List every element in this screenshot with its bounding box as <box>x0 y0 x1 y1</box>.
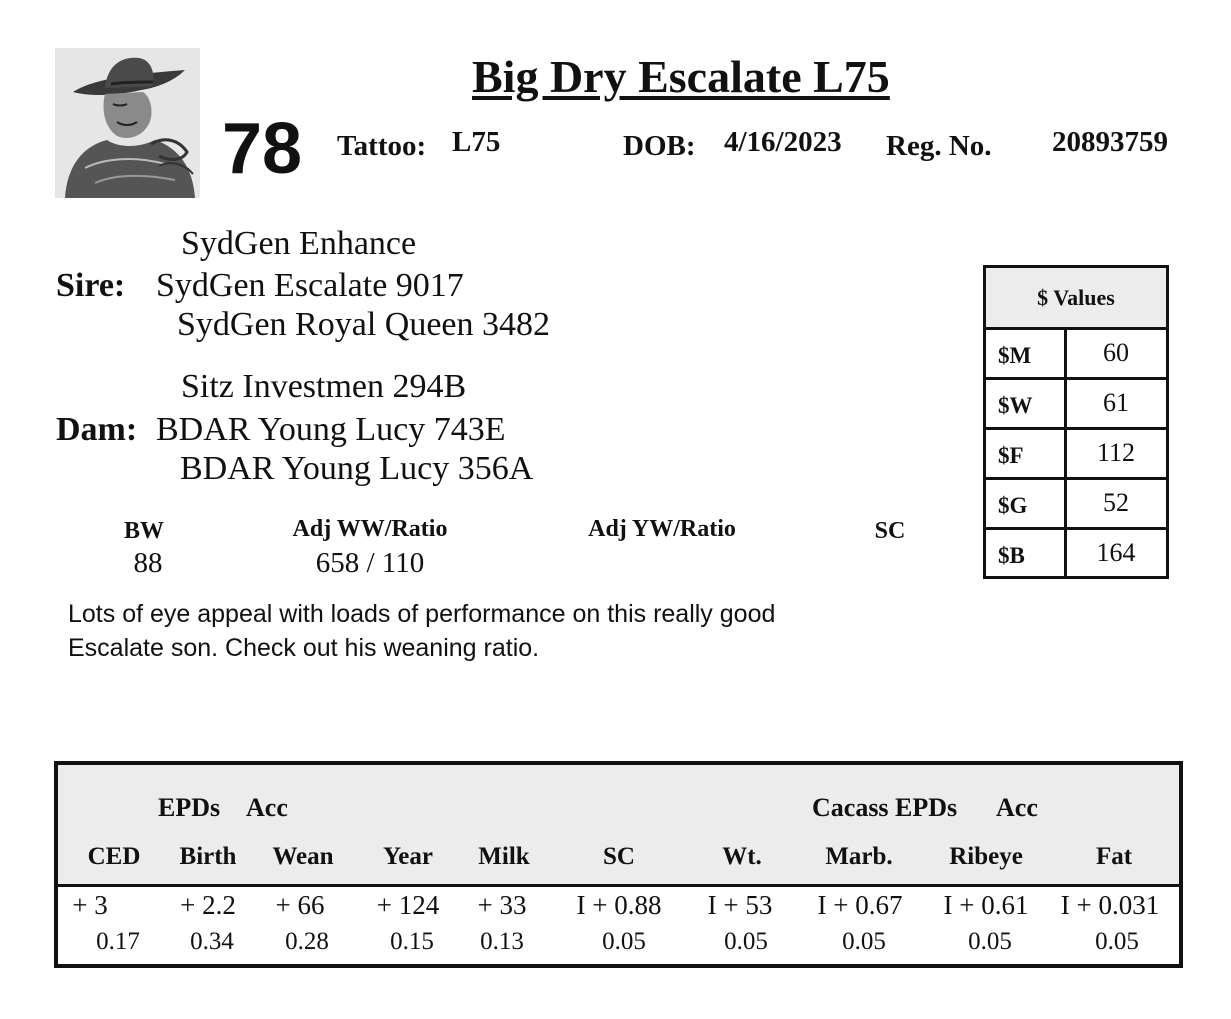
epd-col-birth: Birth <box>179 843 237 870</box>
epd-value-sc: I + 0.88 <box>576 890 662 920</box>
dollar-value-row-b <box>986 530 1166 580</box>
epd-acc-sc: 0.05 <box>602 928 646 955</box>
epd-value-ribeye: I + 0.61 <box>943 890 1029 920</box>
epd-value-year: + 124 <box>376 890 440 920</box>
dollar-value-key: $F <box>998 443 1024 468</box>
adj-yw-label: Adj YW/Ratio <box>588 516 736 542</box>
epd-acc-ced: 0.17 <box>96 928 140 955</box>
epd-acc-marb: 0.05 <box>842 928 886 955</box>
dollar-value-row-g <box>986 480 1166 530</box>
dollar-value-value: 61 <box>1103 388 1129 417</box>
dob-label: DOB: <box>623 130 696 162</box>
dollar-value-value: 60 <box>1103 338 1129 367</box>
epd-acc-wt: 0.05 <box>724 928 768 955</box>
adj-ww-label: Adj WW/Ratio <box>292 516 448 542</box>
epd-value-fat: I + 0.031 <box>1060 890 1160 920</box>
epd-value-ced: + 3 <box>72 890 108 920</box>
sire-name: SydGen Escalate 9017 <box>156 267 464 304</box>
dob-value: 4/16/2023 <box>724 126 842 158</box>
epd-col-fat: Fat <box>1095 843 1133 870</box>
epds-acc-label: Acc <box>246 793 288 822</box>
sire-sire: SydGen Enhance <box>181 225 417 262</box>
dam-sire: Sitz Investmen 294B <box>181 368 467 405</box>
dollar-value-key: $B <box>998 543 1025 568</box>
cowboy-sketch-icon <box>55 48 200 198</box>
tattoo-label: Tattoo: <box>337 130 427 162</box>
dollar-value-row-w <box>986 380 1166 430</box>
dam-label: Dam: <box>56 411 138 448</box>
epd-value-birth: + 2.2 <box>180 890 236 920</box>
epd-value-milk: + 33 <box>477 890 527 920</box>
carcass-acc-label: Acc <box>996 793 1038 822</box>
adj-ww-value: 658 / 110 <box>315 547 425 579</box>
dollar-value-row-m <box>986 330 1166 380</box>
epd-col-ced: CED <box>87 843 141 870</box>
epd-value-wt: I + 53 <box>707 890 773 920</box>
dollar-value-key: $M <box>998 343 1032 368</box>
epd-col-wt: Wt. <box>722 843 762 870</box>
epd-col-year: Year <box>383 843 433 870</box>
reg-no-label: Reg. No. <box>886 130 992 162</box>
epd-table <box>54 761 1183 968</box>
epd-acc-birth: 0.34 <box>190 928 234 955</box>
dollar-value-key: $W <box>998 393 1033 418</box>
dollar-value-row-f <box>986 430 1166 480</box>
epd-acc-fat: 0.05 <box>1095 928 1139 955</box>
dollar-value-value: 112 <box>1096 438 1136 467</box>
dollar-values-title: $ Values <box>986 268 1166 330</box>
lot-number: 78 <box>222 109 303 189</box>
bw-label: BW <box>123 518 164 544</box>
dam-name: BDAR Young Lucy 743E <box>156 411 506 448</box>
dam-dam: BDAR Young Lucy 356A <box>180 450 534 487</box>
animal-name-title: Big Dry Escalate L75 <box>472 51 890 102</box>
epd-col-milk: Milk <box>478 843 530 870</box>
sc-label: SC <box>874 518 906 544</box>
dollar-value-value: 164 <box>1096 538 1136 567</box>
bw-value: 88 <box>133 547 163 579</box>
sire-dam: SydGen Royal Queen 3482 <box>177 306 551 343</box>
epd-value-marb: I + 0.67 <box>817 890 903 920</box>
epds-label: EPDs <box>158 793 221 822</box>
dollar-value-value: 52 <box>1103 488 1129 517</box>
reg-no-value: 20893759 <box>1052 126 1168 158</box>
dollar-values-box <box>983 265 1169 579</box>
dollar-value-key: $G <box>998 493 1028 518</box>
carcass-epds-label: Cacass EPDs <box>812 793 958 822</box>
epd-acc-milk: 0.13 <box>480 928 524 955</box>
epd-col-sc: SC <box>603 843 635 870</box>
comment-text: Lots of eye appeal with loads of performance on this really good Escalate son. Check out his weaning ratio. <box>68 600 776 662</box>
epd-value-wean: + 66 <box>275 890 325 920</box>
sire-label: Sire: <box>56 267 126 304</box>
epd-acc-ribeye: 0.05 <box>968 928 1012 955</box>
epd-acc-wean: 0.28 <box>285 928 329 955</box>
cowboy-logo <box>55 48 200 198</box>
tattoo-value: L75 <box>452 126 501 158</box>
epd-col-ribeye: Ribeye <box>949 843 1023 870</box>
epd-acc-year: 0.15 <box>390 928 434 955</box>
epd-col-wean: Wean <box>272 843 334 870</box>
epd-col-marb: Marb. <box>825 843 893 870</box>
